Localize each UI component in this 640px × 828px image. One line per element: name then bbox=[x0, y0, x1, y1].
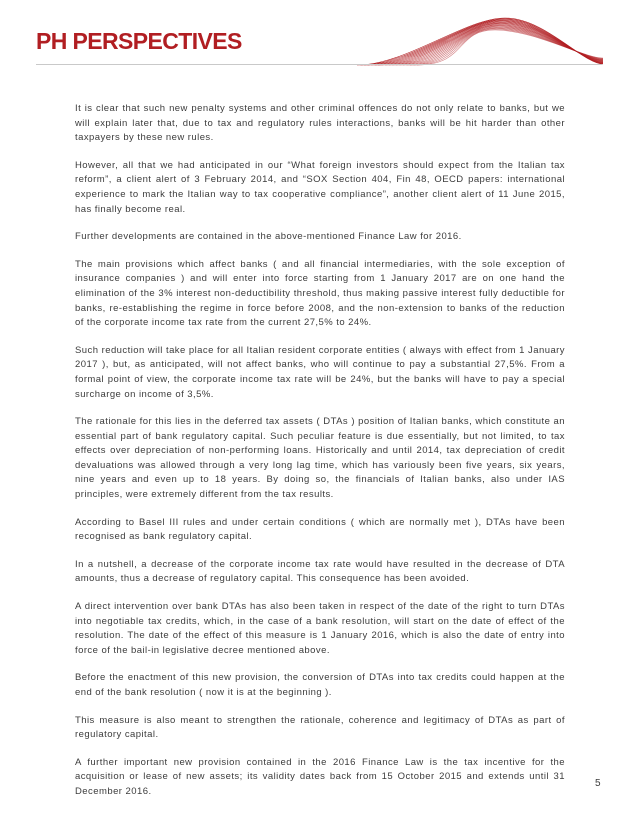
arc-line bbox=[417, 30, 603, 65]
arc-line bbox=[403, 27, 603, 65]
paragraph: It is clear that such new penalty systems and other criminal offences do not only relate to banks, but we will explain later that, due to tax and regulatory rules interactions, banks will be hit harder than other taxpayers by these new rules. bbox=[75, 103, 565, 144]
paragraph: In a nutshell, a decrease of the corporate income tax rate would have resulted in the decrease of DTA amounts, thus a decrease of regulatory capital. This consequence has been avoided. bbox=[75, 558, 565, 585]
brand-title: PH PERSPECTIVES bbox=[36, 28, 242, 54]
arc-line bbox=[389, 24, 603, 65]
arc-line bbox=[410, 29, 603, 65]
paragraph: Further developments are contained in the above-mentioned Finance Law for 2016. bbox=[75, 231, 462, 243]
header-divider bbox=[36, 64, 602, 65]
paragraph: Such reduction will take place for all Italian resident corporate entities ( always with effect from 1 January 2017 ), but, as anticipated, will not affect banks, who will continue to pay a substantial 27,5%. From a formal point of view, the corporate income tax rate will be 24%, but the banks will have to pay a special surcharge on income of 3,5%. bbox=[75, 344, 565, 400]
body-text bbox=[75, 102, 565, 813]
paragraph: Before the enactment of this new provision, the conversion of DTAs into tax credits could happen at the end of the bank resolution ( now it is at the beginning ). bbox=[75, 672, 565, 698]
arc-line bbox=[396, 26, 603, 65]
paragraph: This measure is also meant to strengthen the rationale, coherence and legitimacy of DTAs as part of regulatory capital. bbox=[75, 714, 565, 741]
paragraph: The main provisions which affect banks ( and all financial intermediaries, with the sole exception of insurance companies ) and will enter into force starting from 1 January 2017 are on one hand the elimination of the 3% interest non-deductibility threshold, thus making passive interest fully deductible for banks, re-establishing the regime in force before 2008, and the non-extension to banks of the reduction of the corporate income tax rate from the current 27,5% to 24%. bbox=[75, 258, 565, 329]
paragraph: A further important new provision contained in the 2016 Finance Law is the tax incentive for the acquisition or lease of new assets; its validity dates back from 15 October 2015 and extends until 31 December 2016. bbox=[75, 756, 565, 797]
red-arc-lines-icon bbox=[355, 10, 605, 68]
page-number: 5 bbox=[595, 778, 601, 789]
paragraph: According to Basel III rules and under certain conditions ( which are normally met ), DTAs have been recognised as bank regulatory capital. bbox=[75, 516, 565, 543]
paragraph: However, all that we had anticipated in our “What foreign investors should expect from the Italian tax reform”, a client alert of 3 February 2014, and “SOX Section 404, Fin 48, OECD papers: international experience to mark the Italian way to tax cooperative compliance”, another client alert of 11 June 2015, has finally become real. bbox=[75, 159, 565, 215]
paragraph: The rationale for this lies in the deferred tax assets ( DTAs ) position of Italian banks, which constitute an essential part of bank regulatory capital. Such peculiar feature is due essentially, but not limited, to tax effects over depreciation of non-performing loans. Historically and until 2014, tax depreciation of credit devaluations was allowed through a very long lag time, which has variously been five years, six years, nine years and even up to 18 years. By doing so, the financials of Italian banks, also under IAS principles, were extremely different from the tax results. bbox=[75, 416, 565, 501]
paragraph: A direct intervention over bank DTAs has also been taken in respect of the date of the right to turn DTAs into negotiable tax credits, which, in the case of a bank resolution, will start on the date of effect of the resolution. The date of the effect of this measure is 1 January 2016, which is also the date of entry into force of the bail-in legislative decree mentioned above. bbox=[75, 601, 565, 656]
arc-line bbox=[392, 25, 603, 65]
